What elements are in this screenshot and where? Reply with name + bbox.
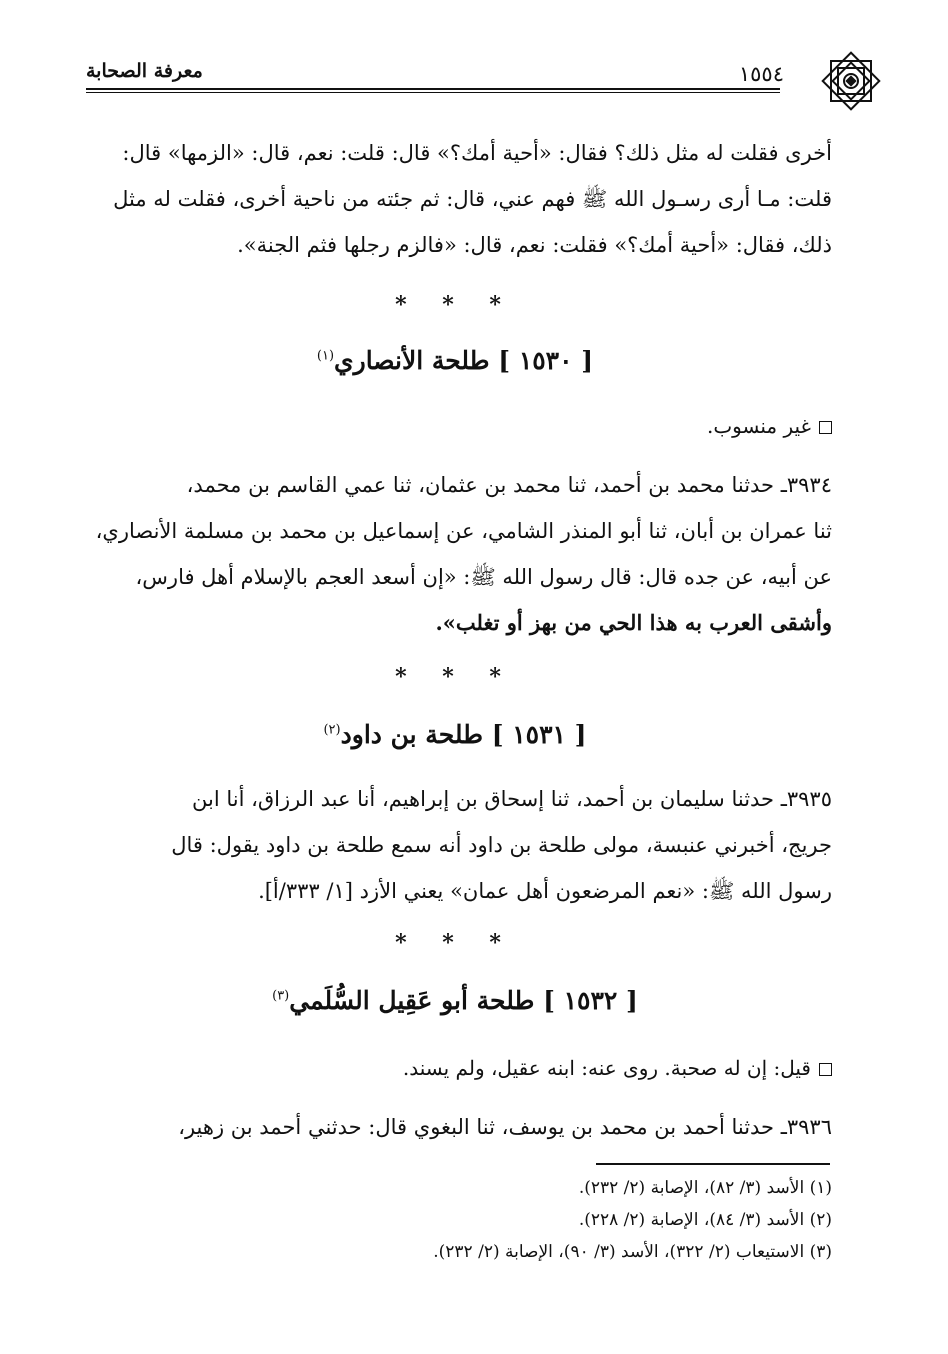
hadith-line: ٣٩٣٥ـ حدثنا سليمان بن أحمد، ثنا إسحاق بن إبراهيم، أنا عبد الرزاق، أنا ابن	[191, 787, 832, 811]
section-separator: * * *	[395, 292, 515, 318]
footnote-ref: (٢)	[323, 722, 341, 738]
entry-heading-1532	[0, 986, 910, 1015]
footnote-2: (٢) الأسد (٣/ ٨٤)، الإصابة (٢/ ٢٢٨).	[578, 1210, 832, 1230]
footnote-1: (١) الأسد (٣/ ٨٢)، الإصابة (٢/ ٢٣٢).	[578, 1178, 832, 1198]
entry-note-text: قيل: إن له صحبة. روى عنه: ابنه عقيل، ولم يسند.	[402, 1056, 811, 1080]
intro-line-2: قلت: مـا أرى رسـول الله ﷺ فهم عني، قال: ثم جئته من ناحية أخرى، فقلت له مثل	[113, 187, 832, 211]
hadith-line: وأشقى العرب به هذا الحي من بهز أو تغلب».	[435, 610, 832, 635]
page-header	[40, 48, 902, 118]
section-separator: * * *	[395, 930, 515, 956]
hadith-line: رسول الله ﷺ: «نعم المرضعون أهل عمان» يعني الأزد [١/ ٣٣٣/أ].	[258, 879, 832, 903]
intro-paragraph	[72, 130, 832, 268]
entry-heading-text: [ ١٥٣١ ] طلحة بن داود	[340, 720, 587, 749]
entry-heading-text: [ ١٥٣٢ ] طلحة أبو عَقِيل السُّلَمي	[289, 986, 638, 1015]
footnote-3: (٣) الاستيعاب (٢/ ٣٢٢)، الأسد (٣/ ٩٠)، الإصابة (٢/ ٢٣٢).	[433, 1242, 832, 1262]
hadith-line: ٣٩٣٤ـ حدثنا محمد بن أحمد، ثنا محمد بن عثمان، ثنا عمي القاسم بن محمد،	[186, 473, 832, 497]
hadith-line: ثنا عمران بن أبان، ثنا أبو المنذر الشامي، عن إسماعيل بن محمد بن مسلمة الأنصاري،	[95, 519, 832, 543]
hadith-3934	[72, 462, 832, 646]
footnote-ref: (١)	[316, 348, 335, 364]
footnote-rule	[596, 1163, 830, 1165]
entry-heading-1531	[0, 720, 910, 749]
hadith-3936	[72, 1104, 832, 1150]
hadith-3935	[72, 776, 832, 914]
intro-line-3: ذلك، فقال: «أحية أمك؟» فقلت: نعم، قال: «فالزم رجلها فثم الجنة».	[237, 233, 832, 257]
square-bullet-icon	[819, 1063, 832, 1076]
header-rule-thin	[86, 92, 780, 93]
eight-point-star-ornament-icon	[818, 48, 884, 114]
page-number: ١٥٥٤	[738, 62, 784, 86]
hadith-line: عن أبيه، عن جده قال: قال رسول الله ﷺ: «إن أسعد العجم بالإسلام أهل فارس،	[135, 565, 832, 589]
square-bullet-icon	[819, 421, 832, 434]
entry-heading-1530	[0, 346, 910, 375]
footnote-ref: (٣)	[272, 988, 290, 1004]
section-separator: * * *	[395, 664, 515, 690]
intro-line-1: أخرى فقلت له مثل ذلك؟ فقال: «أحية أمك؟» قال: قلت: نعم، قال: «الزمها» قال:	[122, 141, 832, 165]
hadith-line: جريج، أخبرني عنبسة، مولى طلحة بن داود أنه سمع طلحة بن داود يقول: قال	[171, 833, 832, 857]
entry-heading-text: [ ١٥٣٠ ] طلحة الأنصاري	[334, 346, 594, 375]
entry-note-text: غير منسوب.	[707, 414, 811, 438]
entry-note-1530	[72, 414, 832, 438]
running-title: معرفة الصحابة	[86, 60, 203, 82]
hadith-line: ٣٩٣٦ـ حدثنا أحمد بن محمد بن يوسف، ثنا البغوي قال: حدثني أحمد بن زهير،	[178, 1115, 832, 1139]
entry-note-1532	[72, 1056, 832, 1080]
header-rule	[86, 88, 780, 90]
